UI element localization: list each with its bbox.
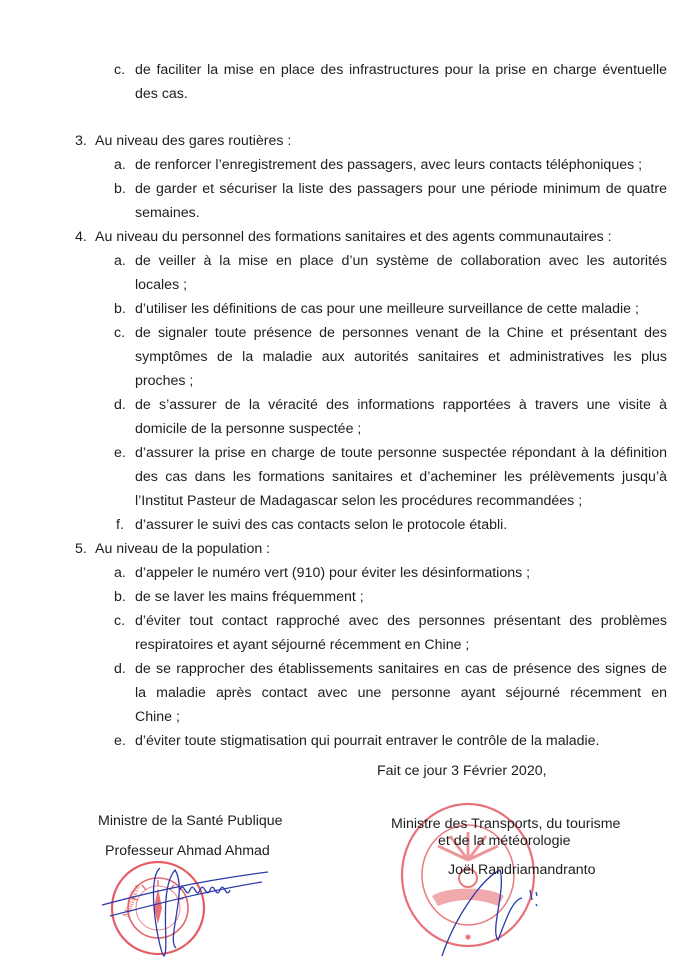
list-item-text: Chine ; <box>135 709 180 725</box>
list-item-text: des cas dans les formations sanitaires et d’acheminer les prélèvements jusqu’à <box>135 469 667 485</box>
item-marker: d. <box>114 661 126 677</box>
list-item-text: de signaler toute présence de personnes venant de la Chine et présentant des <box>135 325 667 341</box>
section-heading: Au niveau de la population : <box>95 541 271 557</box>
list-item-text: de s’assurer de la véracité des informations rapportées à travers une visite à <box>135 397 667 413</box>
section-heading: Au niveau du personnel des formations sanitaires et des agents communautaires : <box>95 229 612 245</box>
item-marker: d. <box>114 397 126 413</box>
item-marker: f. <box>116 517 124 533</box>
item-marker: c. <box>114 62 126 78</box>
item-marker: b. <box>114 301 126 317</box>
item-marker: a. <box>114 253 126 269</box>
list-item-text: semaines. <box>135 205 200 221</box>
svg-text:✱: ✱ <box>464 933 472 942</box>
right-signatory-name: Joël Randriamandranto <box>448 862 596 878</box>
list-item-text: d’appeler le numéro vert (910) pour éviter les désinformations ; <box>135 565 531 581</box>
list-item-text: d’assurer la prise en charge de toute personne suspectée répondant à la définition <box>135 445 667 461</box>
left-signatory-name: Professeur Ahmad Ahmad <box>105 843 270 859</box>
list-item-text: de se rapprocher des établissements sanitaires en cas de présence des signes de <box>135 661 667 677</box>
list-item-text: d’éviter tout contact rapproché avec des personnes présentant des problèmes <box>135 613 667 629</box>
list-item-text: de garder et sécuriser la liste des passagers pour une période minimum de quatre <box>135 181 667 197</box>
item-marker: c. <box>114 613 126 629</box>
list-item-text: de renforcer l’enregistrement des passagers, avec leurs contacts téléphoniques ; <box>135 157 643 173</box>
health-minister-signature <box>100 860 270 960</box>
list-item-text: d’éviter toute stigmatisation qui pourrait entraver le contrôle de la maladie. <box>135 733 600 749</box>
item-marker: a. <box>114 157 126 173</box>
item-marker: a. <box>114 565 126 581</box>
list-item-text: de se laver les mains fréquemment ; <box>135 589 364 605</box>
item-marker: e. <box>114 733 126 749</box>
list-item-text: d’assurer le suivi des cas contacts selon le protocole établi. <box>135 517 508 533</box>
item-marker: e. <box>114 445 126 461</box>
left-signatory-title: Ministre de la Santé Publique <box>98 813 283 829</box>
item-marker: b. <box>114 589 126 605</box>
item-marker: c. <box>114 325 126 341</box>
list-item-text: la maladie après contact avec une personne ayant séjourné récemment en <box>135 685 667 701</box>
item-marker: b. <box>114 181 126 197</box>
list-item-text: de veiller à la mise en place d’un système de collaboration avec les autorités <box>135 253 667 269</box>
list-item-text: locales ; <box>135 277 188 293</box>
list-item-text: respiratoires et ayant séjourné récemment en Chine ; <box>135 637 470 653</box>
list-item-text: d’utiliser les définitions de cas pour une meilleure surveillance de cette maladie ; <box>135 301 639 317</box>
list-item-text: l’Institut Pasteur de Madagascar selon les procédures recommandées ; <box>135 493 583 509</box>
list-item-text: proches ; <box>135 373 194 389</box>
section-number: 3. <box>75 133 87 149</box>
section-number: 4. <box>75 229 87 245</box>
list-item-text: des cas. <box>135 86 188 102</box>
svg-text:Ministère: Ministère <box>120 882 142 919</box>
section-heading: Au niveau des gares routières : <box>95 133 292 149</box>
date-line: Fait ce jour 3 Février 2020, <box>377 763 547 779</box>
section-number: 5. <box>75 541 87 557</box>
list-item-text: domicile de la personne suspectée ; <box>135 421 362 437</box>
list-item-text: symptômes de la maladie aux autorités sanitaires et administratives les plus <box>135 349 667 365</box>
list-item-text: de faciliter la mise en place des infrastructures pour la prise en charge éventuelle <box>135 62 667 78</box>
right-signatory-title-line1: Ministre des Transports, du tourisme <box>391 816 621 832</box>
right-signatory-title-line2: et de la météorologie <box>438 833 571 849</box>
